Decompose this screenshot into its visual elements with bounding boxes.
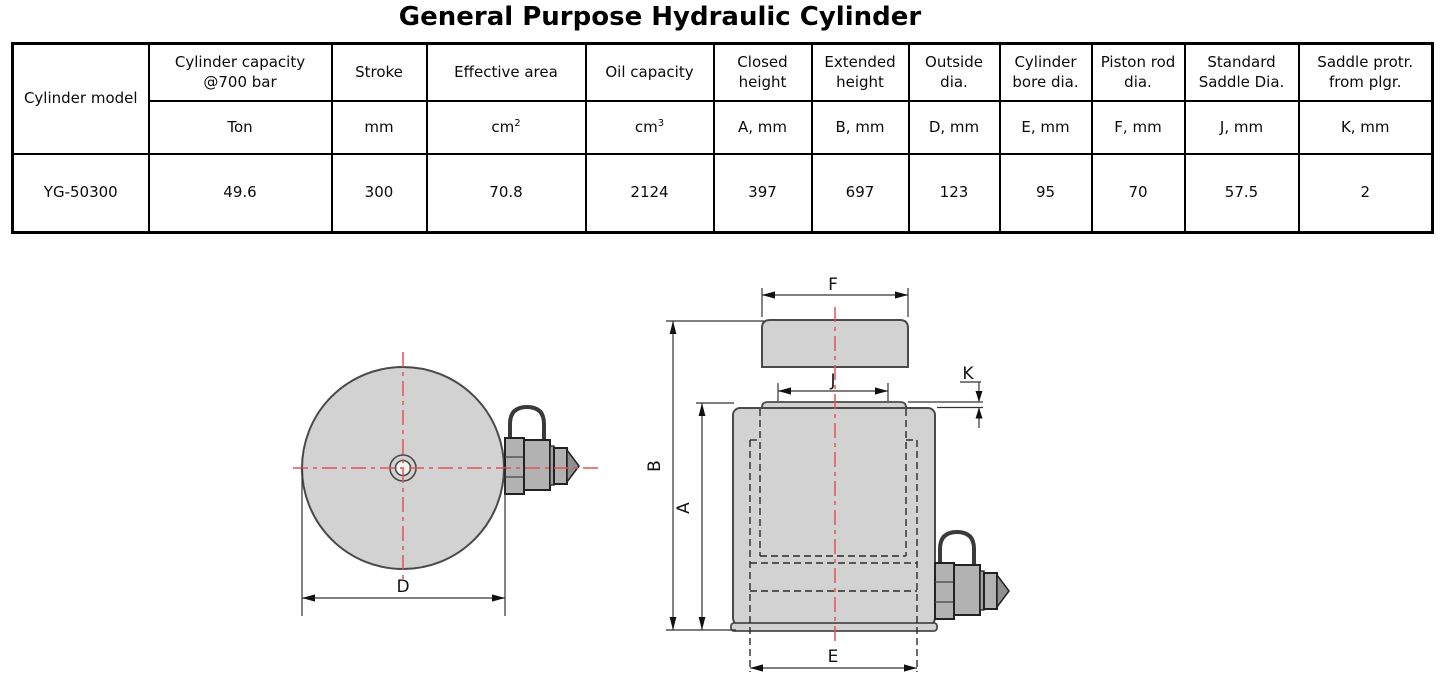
unit-cm2: $cm^2$ xyxy=(427,101,586,154)
value-model: YG-50300 xyxy=(13,154,149,233)
dimension-label-d: D xyxy=(396,577,410,597)
unit-e-mm: E, mm xyxy=(1000,101,1092,154)
top-view-drawing xyxy=(293,352,601,616)
dimension-label-e: E xyxy=(827,647,839,667)
side-port-fitting xyxy=(505,407,579,494)
dimension-label-a: A xyxy=(674,502,694,514)
cylinder-body xyxy=(733,408,935,625)
value-piston-rod-dia: 70 xyxy=(1092,154,1185,233)
value-capacity: 49.6 xyxy=(149,154,332,233)
header-closed-height: Closed height xyxy=(714,44,812,102)
spec-table xyxy=(11,42,1434,234)
header-cylinder-capacity: Cylinder capacity @700 bar xyxy=(149,44,332,102)
value-extended-height: 697 xyxy=(812,154,909,233)
header-stroke: Stroke xyxy=(332,44,427,102)
front-view-drawing xyxy=(645,275,1009,672)
value-saddle-protr: 2 xyxy=(1299,154,1433,233)
side-port-fitting-front xyxy=(935,532,1009,619)
value-oil-capacity: 2124 xyxy=(586,154,714,233)
unit-mm: mm xyxy=(332,101,427,154)
unit-ton: Ton xyxy=(149,101,332,154)
value-effective-area: 70.8 xyxy=(427,154,586,233)
value-stroke: 300 xyxy=(332,154,427,233)
header-standard-saddle-dia: Standard Saddle Dia. xyxy=(1185,44,1299,102)
value-outside-dia: 123 xyxy=(909,154,1000,233)
value-bore-dia: 95 xyxy=(1000,154,1092,233)
header-extended-height: Extended height xyxy=(812,44,909,102)
table-row xyxy=(13,154,1433,233)
unit-a-mm: A, mm xyxy=(714,101,812,154)
unit-j-mm: J, mm xyxy=(1185,101,1299,154)
technical-drawings xyxy=(0,230,1445,698)
dimension-a xyxy=(696,403,734,630)
cylinder-base-lip xyxy=(731,623,937,631)
value-saddle-dia: 57.5 xyxy=(1185,154,1299,233)
header-cylinder-bore-dia: Cylinder bore dia. xyxy=(1000,44,1092,102)
unit-k-mm: K, mm xyxy=(1299,101,1433,154)
dimension-label-j: J xyxy=(830,371,836,391)
unit-cm3: $cm^3$ xyxy=(586,101,714,154)
value-closed-height: 397 xyxy=(714,154,812,233)
unit-f-mm: F, mm xyxy=(1092,101,1185,154)
dimension-label-f: F xyxy=(828,275,838,295)
header-effective-area: Effective area xyxy=(427,44,586,102)
header-cylinder-model: Cylinder model xyxy=(13,44,149,155)
header-oil-capacity: Oil capacity xyxy=(586,44,714,102)
header-piston-rod-dia: Piston rod dia. xyxy=(1092,44,1185,102)
unit-d-mm: D, mm xyxy=(909,101,1000,154)
header-saddle-protr: Saddle protr. from plgr. xyxy=(1299,44,1433,102)
header-outside-dia: Outside dia. xyxy=(909,44,1000,102)
unit-b-mm: B, mm xyxy=(812,101,909,154)
dimension-label-b: B xyxy=(645,460,665,472)
dimension-label-k: K xyxy=(962,364,974,384)
page-title: General Purpose Hydraulic Cylinder xyxy=(398,2,922,32)
